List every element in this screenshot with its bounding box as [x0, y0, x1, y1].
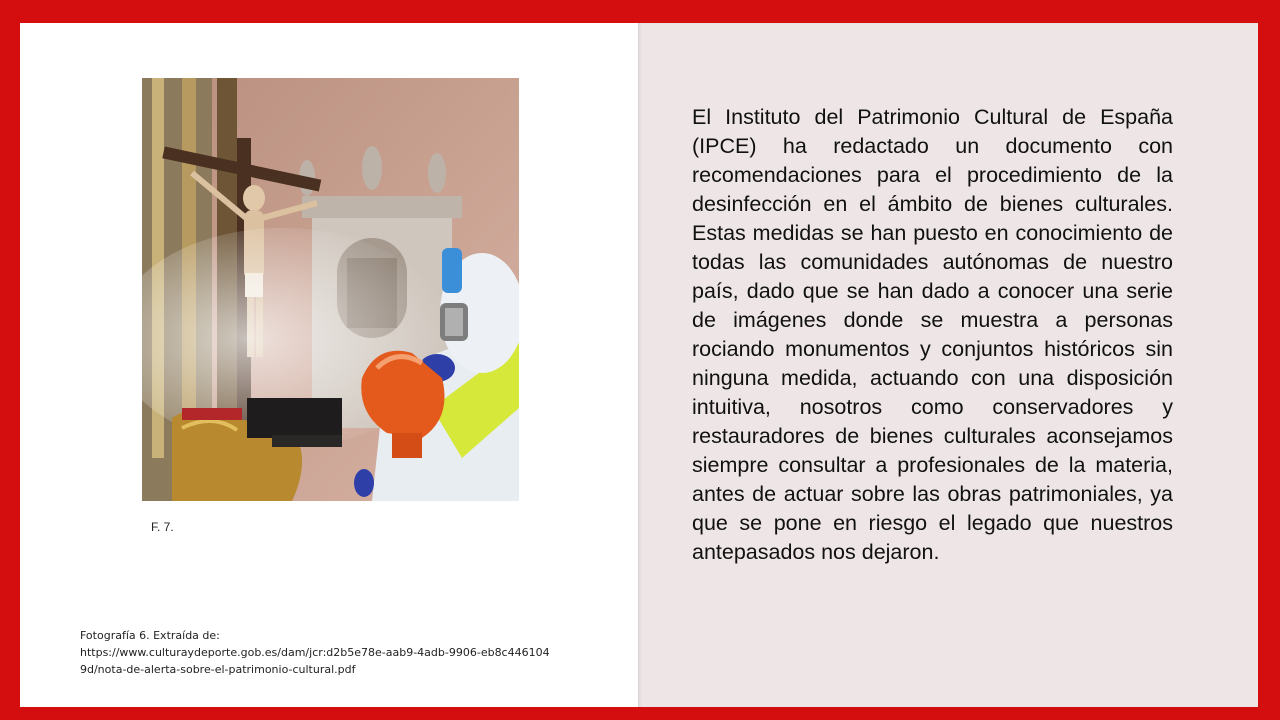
photo-illustration: [142, 78, 519, 501]
body-paragraph: El Instituto del Patrimonio Cultural de España (IPCE) ha redactado un documento con recomendaciones para el procedimiento de la desinfección en el ámbito de bienes culturales. Estas medidas se han puesto en conocimiento de todas las comunidades autónomas de nuestro país, dado que se han dado a conocer una serie de imágenes donde se muestra a personas rociando monumentos y conjuntos históricos sin ninguna medida, actuando con una disposición intuitiva, nosotros como conservadores y restauradores de bienes culturales aconsejamos siempre consultar a profesionales de la materia, antes de actuar sobre las obras patrimoniales, ya que se pone en riesgo el legado que nuestros antepasados nos dejaron.: [692, 105, 1173, 564]
photo-caption: F. 7.: [151, 520, 174, 534]
disinfection-photo: [142, 78, 519, 501]
source-label: Fotografía 6. Extraída de:: [80, 629, 220, 642]
photo-source: [80, 627, 550, 678]
source-url: https://www.culturaydeporte.gob.es/dam/jcr:d2b5e78e-aab9-4adb-9906-eb8c4461049d/nota-de-alerta-sobre-el-patrimonio-cultural.pdf: [80, 646, 550, 676]
